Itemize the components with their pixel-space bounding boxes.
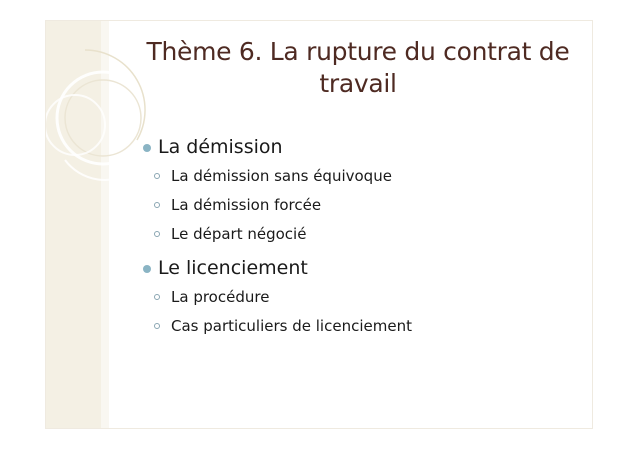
list-item-text: La procédure	[171, 288, 270, 306]
section-label: La démission	[158, 136, 283, 158]
list-item-text: Cas particuliers de licenciement	[171, 317, 412, 335]
list-item-text: La démission forcée	[171, 196, 322, 214]
slide	[45, 20, 593, 429]
slide-title-line-2: travail	[319, 69, 397, 98]
section-label: Le licenciement	[158, 257, 308, 279]
slide-border	[45, 20, 593, 429]
list-item-text: La démission sans équivoque	[171, 167, 392, 185]
slide-title-line-1: Thème 6. La rupture du contrat de	[146, 37, 570, 66]
list-item-text: Le départ négocié	[171, 225, 307, 243]
